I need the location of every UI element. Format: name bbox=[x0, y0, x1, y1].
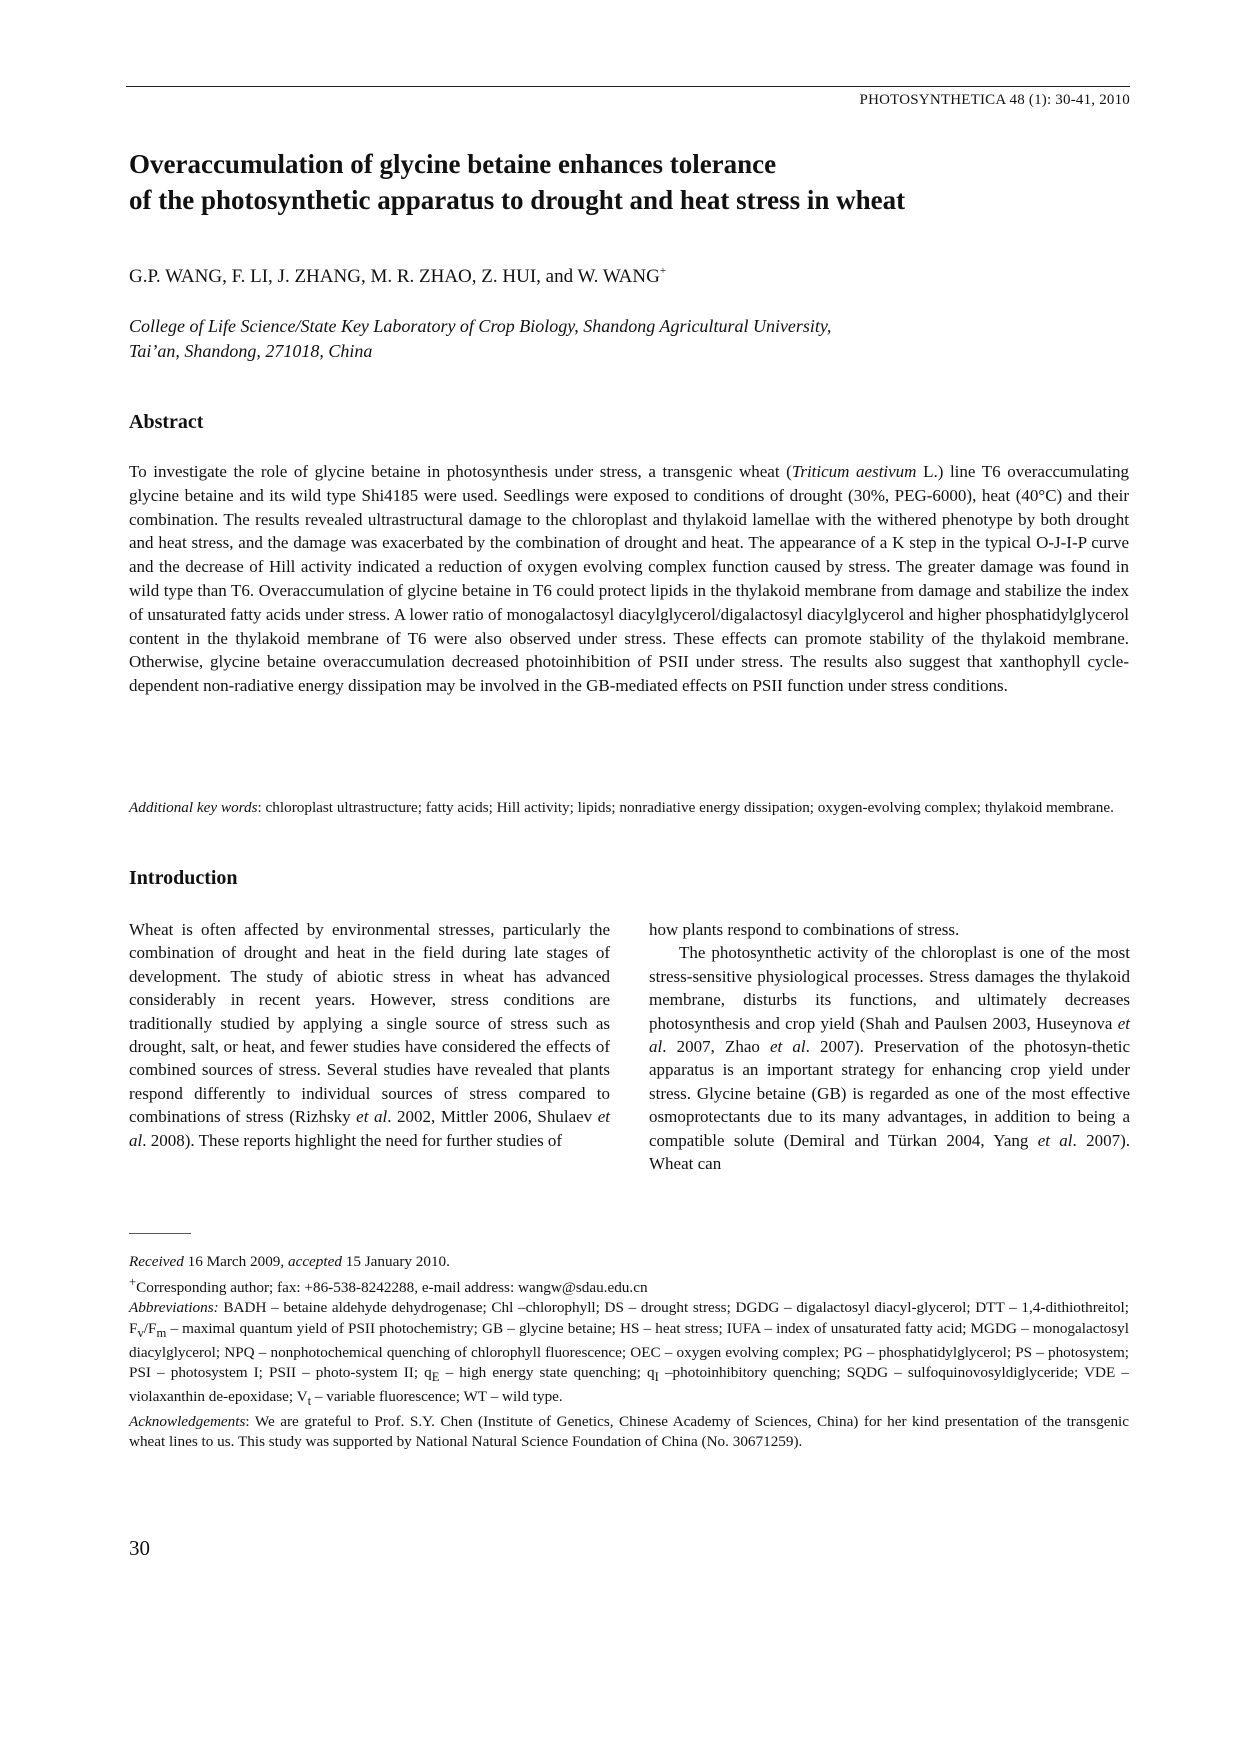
keywords-label: Additional key words bbox=[129, 799, 258, 816]
abbr-1: BADH – betaine aldehyde dehydrogenase; Chl –chlorophyll; DS – drought stress; DGDG – digalactosyl diacyl-glycerol; DTT – 1,4-dithiothreitol; F bbox=[129, 1299, 1129, 1337]
affiliation bbox=[129, 314, 1129, 364]
sub-m: m bbox=[156, 1325, 167, 1340]
abstract-heading: Abstract bbox=[129, 411, 204, 433]
acknowledgements-label: Acknowledgements bbox=[129, 1412, 246, 1430]
intro-right-column bbox=[649, 918, 1130, 1175]
intro-paragraph-2 bbox=[649, 941, 1130, 1175]
keywords-text: chloroplast ultrastructure; fatty acids; Hill activity; lipids; nonradiative energy dissipation; oxygen-evolving complex; thylakoid membrane. bbox=[265, 799, 1114, 816]
intro-p2-c: . 2007). Preservation of the photosyn-thetic apparatus is an important strategy for enhancing crop yield under stress. Glycine betaine (GB) is regarded as one of the most effective osmoprotectants due to its many advantages, in addition to being a compatible solute (Demiral and Türkan 2004, Yang bbox=[649, 1037, 1130, 1150]
affiliation-line-1: College of Life Science/State Key Laboratory of Crop Biology, Shandong Agricultural University, bbox=[129, 316, 832, 336]
abstract-text-a: To investigate the role of glycine betaine in photosynthesis under stress, a transgenic wheat ( bbox=[129, 462, 792, 481]
author-names: G.P. WANG, F. LI, J. ZHANG, M. R. ZHAO, Z. HUI, and W. WANG bbox=[129, 266, 660, 287]
title-line-1: Overaccumulation of glycine betaine enhances tolerance bbox=[129, 149, 777, 179]
title-line-2: of the photosynthetic apparatus to drought and heat stress in wheat bbox=[129, 185, 906, 215]
running-header: PHOTOSYNTHETICA 48 (1): 30-41, 2010 bbox=[859, 92, 1130, 108]
abbreviations-label: Abbreviations: bbox=[129, 1299, 219, 1317]
slash-f: /F bbox=[143, 1319, 157, 1337]
intro-p2-a: The photosynthetic activity of the chloroplast is one of the most stress-sensitive physiological processes. Stress damages the thylakoid membrane, disturbs its functions, and ultimately decreases photosynthesis and crop yield (Shah and Paulsen 2003, Huseynova bbox=[649, 943, 1130, 1033]
corresponding-mark: + bbox=[129, 1275, 137, 1290]
intro-paragraph-1-continued: how plants respond to combinations of stress. bbox=[649, 920, 960, 939]
intro-paragraph-1 bbox=[129, 918, 610, 1152]
acknowledgements bbox=[129, 1412, 1129, 1452]
abbr-3: – high energy state quenching; q bbox=[439, 1364, 655, 1382]
species-name: Triticum aestivum bbox=[791, 462, 917, 481]
intro-p2-b: . 2007, Zhao bbox=[662, 1037, 770, 1057]
abbr-4: –photoinhibitory quenching; SQDG – sulfoquinovosyldiglyceride; VDE – violaxanthin de-epoxidase; V bbox=[129, 1364, 1129, 1406]
intro-p1-c: . 2008). These reports highlight the need for further studies of bbox=[142, 1130, 563, 1150]
paper-title bbox=[129, 146, 1129, 218]
corresponding-author-note bbox=[129, 1272, 1129, 1298]
keywords bbox=[129, 797, 1129, 818]
acknowledgements-text: : We are grateful to Prof. S.Y. Chen (Institute of Genetics, Chinese Academy of Sciences, China) for her kind presentation of the transgenic wheat lines to us. This study was supported by National Natural Science Foundation of China (No. 30671259). bbox=[129, 1412, 1129, 1450]
intro-left-column bbox=[129, 918, 610, 1152]
abstract-text bbox=[129, 460, 1129, 698]
sub-e: E bbox=[431, 1370, 440, 1385]
footnotes bbox=[129, 1252, 1129, 1452]
introduction-heading: Introduction bbox=[129, 867, 238, 889]
abstract-text-b: L.) line T6 overaccumulating glycine betaine and its wild type Shi4185 were used. Seedlings were exposed to conditions of drought (30%, PEG-6000), heat (40°C) and their combination. The results revealed ultrastructural damage to the chloroplast and thylakoid lamellae with the withered phenotype by both drought and heat stress, and the damage was exacerbated by the combination of drought and heat. The appearance of a K step in the typical O-J-I-P curve and the decrease of Hill activity indicated a reduction of oxygen evolving complex function caused by stress. The greater damage was found in wild type than T6. Overaccumulation of glycine betaine in T6 could protect lipids in the thylakoid membrane from damage and stabilize the index of unsaturated fatty acids under stress. A lower ratio of monogalactosyl diacylglycerol/digalactosyl diacylglycerol and higher phosphatidylglycerol content in the thylakoid membrane of T6 were also observed under stress. These effects can promote stability of the thylakoid membrane. Otherwise, glycine betaine overaccumulation decreased photoinhibition of PSII under stress. The results also suggest that xanthophyll cycle-dependent non-radiative energy dissipation may be involved in the GB-mediated effects on PSII function under stress conditions. bbox=[129, 462, 1129, 696]
accepted-label: accepted bbox=[287, 1253, 342, 1270]
corresponding-author-mark: + bbox=[659, 265, 667, 277]
received-line bbox=[129, 1252, 1129, 1272]
footnote-rule bbox=[129, 1233, 191, 1234]
accepted-date: 15 January 2010. bbox=[341, 1253, 450, 1270]
page-number: 30 bbox=[129, 1536, 150, 1560]
keywords-colon: : bbox=[257, 799, 266, 816]
etal: et al bbox=[129, 1107, 611, 1150]
corresponding-text: Corresponding author; fax: +86-538-8242288, e-mail address: wangw@sdau.edu.cn bbox=[136, 1279, 648, 1297]
affiliation-line-2: Tai’an, Shandong, 271018, China bbox=[129, 341, 373, 361]
intro-p1-b: . 2002, Mittler 2006, Shulaev bbox=[387, 1107, 598, 1127]
etal: et al bbox=[356, 1107, 388, 1127]
abbr-2: – maximal quantum yield of PSII photochemistry; GB – glycine betaine; HS – heat stress; IUFA – index of unsaturated fatty acid; MGDG – monogalactosyl diacylglycerol; NPQ – nonphotochemical quenching of chlorophyll fluorescence; OEC – oxygen evolving complex; PG – phosphatidylglycerol; PS – photosystem; PSI – photosystem I; PSII – photo-system II; q bbox=[129, 1319, 1129, 1382]
sub-v: v bbox=[137, 1325, 144, 1340]
header-rule bbox=[126, 86, 1130, 87]
abbreviations bbox=[129, 1298, 1129, 1411]
intro-p2-d: . 2007). Wheat can bbox=[649, 1130, 1130, 1174]
etal: et al bbox=[649, 1013, 1130, 1057]
sub-i: I bbox=[654, 1370, 659, 1385]
author-list bbox=[129, 265, 666, 288]
etal: et al bbox=[1037, 1130, 1073, 1150]
received-date: 16 March 2009, bbox=[183, 1253, 288, 1270]
sub-t: t bbox=[307, 1394, 312, 1409]
received-label: Received bbox=[129, 1253, 184, 1270]
intro-p1-a: Wheat is often affected by environmental stresses, particularly the combination of drought and heat in the field during late stages of development. The study of abiotic stress in wheat has advanced considerably in recent years. However, stress conditions are traditionally studied by applying a single source of stress such as drought, salt, or heat, and fewer studies have considered the effects of combined sources of stress. Several studies have revealed that plants respond differently to individual sources of stress compared to combinations of stress (Rizhsky bbox=[129, 920, 610, 1127]
etal: et al bbox=[770, 1037, 806, 1057]
abbr-5: – variable fluorescence; WT – wild type. bbox=[311, 1388, 563, 1406]
